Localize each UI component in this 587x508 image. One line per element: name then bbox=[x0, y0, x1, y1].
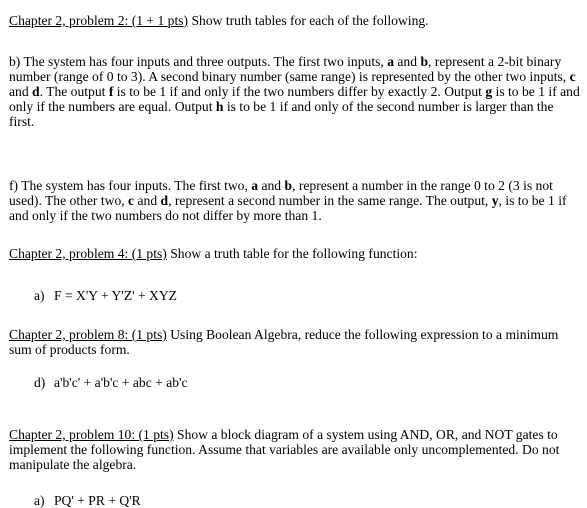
problem-2-part-b bbox=[9, 54, 581, 129]
problem-4-instruction: Show a truth table for the following function: bbox=[166, 246, 418, 261]
text-run: b) The system has four inputs and three outputs. The first two inputs, bbox=[9, 54, 388, 69]
text-run: , represent a second number in the same range. The output, bbox=[168, 193, 492, 208]
equation-label: a) bbox=[34, 288, 45, 303]
equation-expression: a'b'c' + a'b'c + abc + ab'c bbox=[54, 375, 188, 390]
problem-4-equation bbox=[34, 288, 177, 303]
text-run: . The output bbox=[39, 84, 109, 99]
text-run: and bbox=[9, 84, 33, 99]
variable-name: a bbox=[251, 178, 259, 193]
problem-8-equation bbox=[34, 375, 188, 390]
text-run: , represent a 2-bit binary number (range of 0 to 3). A second binary number (same range) is represented by the other two inputs, bbox=[9, 54, 570, 84]
part-f-text bbox=[9, 178, 581, 223]
variable-name: b bbox=[420, 54, 428, 69]
variable-name: h bbox=[215, 99, 224, 114]
problem-10-heading: Chapter 2, problem 10: (1 pts) bbox=[9, 427, 174, 442]
variable-name: d bbox=[32, 84, 40, 99]
equation-expression: PQ' + PR + Q'R bbox=[54, 493, 141, 508]
problem-10-instruction: Show a block diagram of a system using AND, OR, and NOT gates to implement the following function. Assume that variables are available only uncomplemented. Do not manipulate the algebra. bbox=[9, 427, 560, 472]
text-run: is to be 1 if and only of the second number is larger than the first. bbox=[9, 99, 554, 129]
variable-name: a bbox=[387, 54, 394, 69]
problem-8-heading: Chapter 2, problem 8: (1 pts) bbox=[9, 327, 167, 342]
equation-label: a) bbox=[34, 493, 45, 508]
text-run: and bbox=[134, 193, 161, 208]
variable-name: c bbox=[569, 69, 576, 84]
text-run: , represent a number in the range 0 to 2 (3 is not used). The other two, bbox=[9, 178, 553, 208]
text-run: f) The system has four inputs. The first two, bbox=[9, 178, 252, 193]
problem-4 bbox=[9, 246, 581, 261]
problem-10 bbox=[9, 427, 581, 472]
text-run: , is to be 1 if and only if the two numbers do not differ by more than 1. bbox=[9, 193, 567, 223]
variable-name: c bbox=[128, 193, 135, 208]
text-run: and bbox=[258, 178, 285, 193]
variable-name: b bbox=[284, 178, 293, 193]
problem-2-intro bbox=[9, 13, 581, 28]
problem-2-instruction: Show truth tables for each of the following. bbox=[188, 13, 429, 28]
problem-2-part-f bbox=[9, 178, 581, 223]
problem-8 bbox=[9, 327, 581, 357]
text-run: is to be 1 if and only if the numbers are equal. Output bbox=[9, 84, 580, 114]
part-b-text bbox=[9, 54, 581, 129]
variable-name: d bbox=[160, 193, 169, 208]
problem-4-heading: Chapter 2, problem 4: (1 pts) bbox=[9, 246, 167, 261]
variable-name: g bbox=[485, 84, 493, 99]
problem-8-instruction: Using Boolean Algebra, reduce the following expression to a minimum sum of products form. bbox=[9, 327, 559, 357]
variable-name: y bbox=[491, 193, 499, 208]
equation-label: d) bbox=[34, 375, 46, 390]
text-run: and bbox=[394, 54, 421, 69]
text-run: is to be 1 if and only if the two numbers differ by exactly 2. Output bbox=[113, 84, 486, 99]
variable-name: f bbox=[108, 84, 114, 99]
problem-2-heading: Chapter 2, problem 2: (1 + 1 pts) bbox=[9, 13, 189, 28]
equation-expression: F = X'Y + Y'Z' + XYZ bbox=[54, 288, 177, 303]
problem-10-equation bbox=[34, 493, 141, 508]
